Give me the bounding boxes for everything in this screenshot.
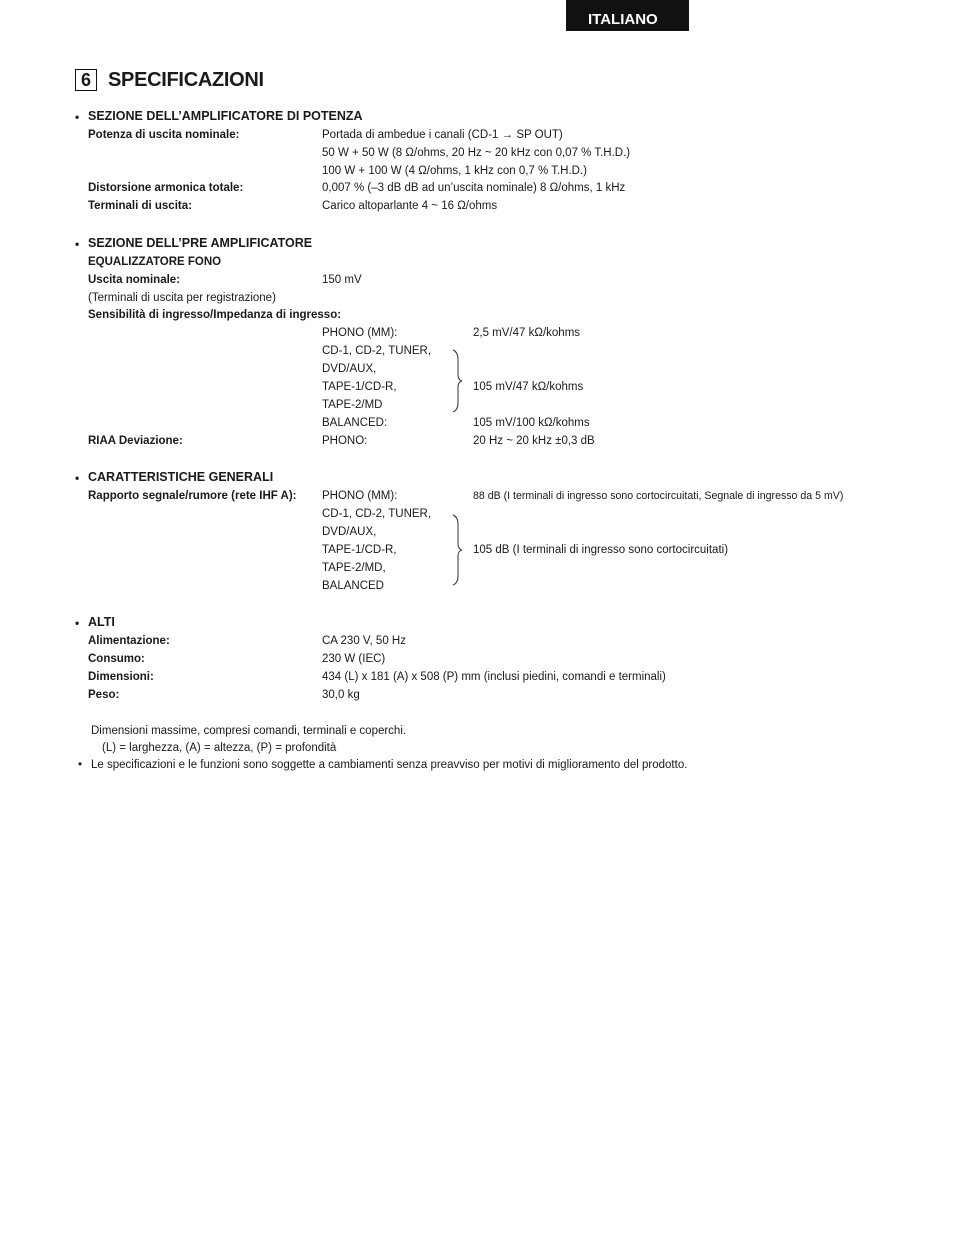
section-heading-general: CARATTERISTICHE GENERALI [88,470,274,484]
snr-group-item: TAPE-1/CD-R, [322,544,397,556]
section-heading-other: ALTI [88,615,115,629]
power-supply-value: CA 230 V, 50 Hz [322,635,406,647]
group-sensitivity-value: 105 mV/47 kΩ/kohms [473,381,584,393]
power-line-1: Portada di ambedue i canali (CD-1 → SP OUT) [322,129,563,141]
group-brace [451,349,465,413]
power-line-3: 100 W + 100 W (4 Ω/ohms, 1 kHz con 0,7 % T.H.D.) [322,165,587,177]
rated-output-value: 150 mV [322,274,362,286]
dimensions-note: Dimensioni massime, compresi comandi, terminali e coperchi. [91,725,407,737]
dimensions-legend: (L) = larghezza, (A) = altezza, (P) = profondità [102,742,337,754]
power-line-2: 50 W + 50 W (8 Ω/ohms, 20 Hz ~ 20 kHz con 0,07 % T.H.D.) [322,147,631,159]
power-label: Potenza di uscita nominale: [88,129,240,141]
snr-group-brace [451,514,465,586]
phono-sensitivity-value: 2,5 mV/47 kΩ/kohms [473,327,581,339]
thd-label: Distorsione armonica totale: [88,182,244,194]
weight-label: Peso: [88,689,120,701]
input-group-item: TAPE-2/MD [322,399,383,411]
page-heading [75,67,264,93]
bullet: • [75,616,80,630]
language-tab: ITALIANO [566,0,689,31]
riaa-value: 20 Hz ~ 20 kHz ±0,3 dB [473,435,595,447]
output-terminals-label: Terminali di uscita: [88,200,192,212]
snr-group-value: 105 dB (I terminali di ingresso sono cortocircuitati) [473,544,729,556]
snr-phono-value: 88 dB (I terminali di ingresso sono cortocircuitati, Segnale di ingresso da 5 mV) [473,490,844,502]
rated-output-note: (Terminali di uscita per registrazione) [88,292,276,304]
dimensions-value: 434 (L) x 181 (A) x 508 (P) mm (inclusi piedini, comandi e terminali) [322,671,666,683]
snr-group-item: BALANCED [322,580,384,592]
input-group-item: TAPE-1/CD-R, [322,381,397,393]
consumption-value: 230 W (IEC) [322,653,386,665]
rated-output-label: Uscita nominale: [88,274,181,286]
section-heading-preamp: SEZIONE DELL’PRE AMPLIFICATORE [88,236,313,250]
thd-value: 0,007 % (–3 dB dB ad un’uscita nominale) 8 Ω/ohms, 1 kHz [322,182,626,194]
balanced-sensitivity-value: 105 mV/100 kΩ/kohms [473,417,590,429]
consumption-label: Consumo: [88,653,145,665]
bullet: • [75,471,80,485]
input-group-item: DVD/AUX, [322,363,377,375]
phono-eq-subheading: EQUALIZZATORE FONO [88,256,222,268]
sensitivity-label: Sensibilità di ingresso/Impedanza di ingresso: [88,309,342,321]
weight-value: 30,0 kg [322,689,360,701]
phono-input-label: PHONO (MM): [322,327,398,339]
disclaimer-text: Le specificazioni e le funzioni sono soggette a cambiamenti senza preavviso per motivi di miglioramento del prodotto. [91,759,688,771]
section-heading-amp: SEZIONE DELL’AMPLIFICATORE DI POTENZA [88,109,363,123]
output-terminals-value: Carico altoparlante 4 ~ 16 Ω/ohms [322,200,498,212]
section-number-badge: 6 [75,69,97,91]
dimensions-label: Dimensioni: [88,671,154,683]
snr-group-item: CD-1, CD-2, TUNER, [322,508,432,520]
riaa-label: RIAA Deviazione: [88,435,183,447]
snr-group-item: DVD/AUX, [322,526,377,538]
bullet: • [75,237,80,251]
balanced-input-label: BALANCED: [322,417,388,429]
bullet: • [75,110,80,124]
input-group-item: CD-1, CD-2, TUNER, [322,345,432,357]
snr-phono-label: PHONO (MM): [322,490,398,502]
snr-label: Rapporto segnale/rumore (rete IHF A): [88,490,297,502]
snr-group-item: TAPE-2/MD, [322,562,386,574]
bullet: • [78,759,83,771]
power-supply-label: Alimentazione: [88,635,170,647]
page-title: SPECIFICAZIONI [108,68,264,91]
riaa-input: PHONO: [322,435,368,447]
